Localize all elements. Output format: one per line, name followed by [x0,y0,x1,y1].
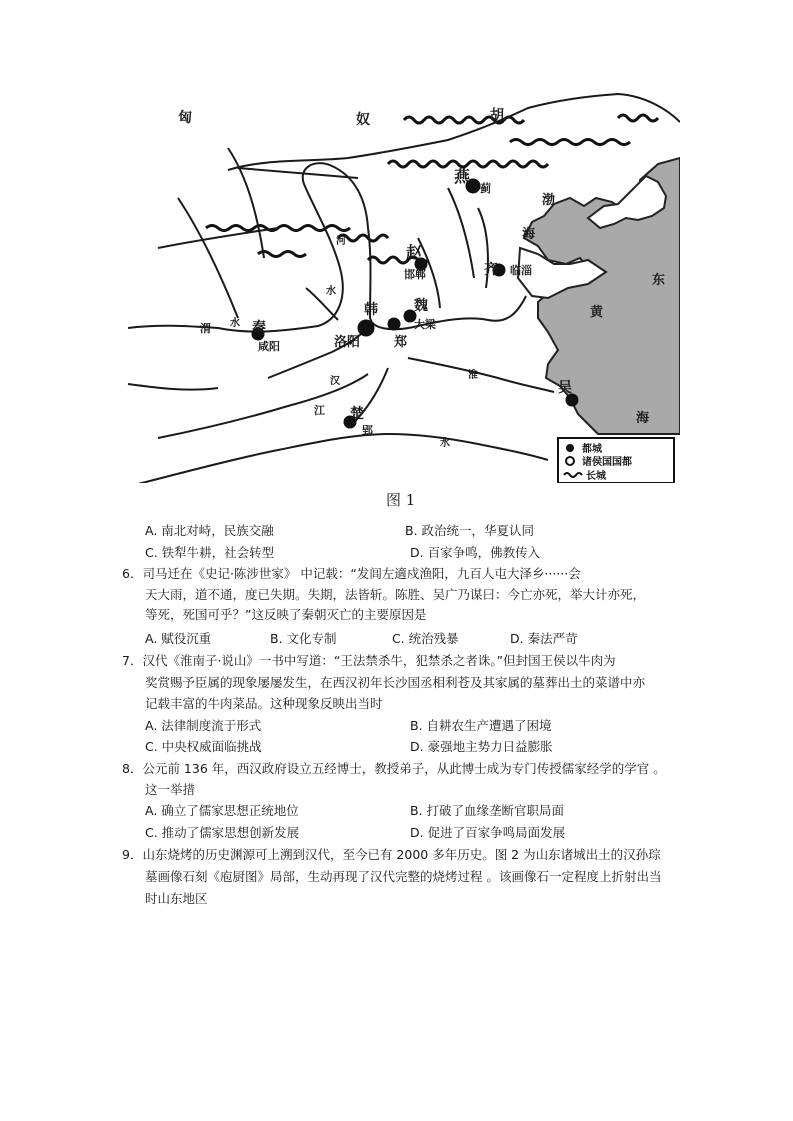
q8-option-c[interactable]: C. 推动了儒家思想创新发展 [145,825,300,840]
historical-map-figure-1 [118,88,680,483]
map-label-chu: 楚 [350,406,364,422]
map-label-bohai: 渤 [542,193,556,208]
map-label-shui: 水 [326,286,336,297]
q5-option-d[interactable]: D. 百家争鸣，佛教传入 [410,545,541,560]
q8-stem-line-2: 这一举措 [145,782,196,797]
q7-stem-line-3: 记载丰富的牛肉菜品。这种现象反映出当时 [145,696,383,711]
q8-option-a[interactable]: A. 确立了儒家思想正统地位 [145,803,299,818]
map-label-luoyang: 洛阳 [334,335,361,350]
q6-option-d[interactable]: D. 秦法严苛 [510,631,578,646]
map-label-jiang: 江 [314,404,325,417]
q6-stem-line-3: 等死，死国可乎？”这反映了秦朝灭亡的主要原因是 [145,607,427,622]
q8-stem-line-1: 8．公元前 136 年，西汉政府设立五经博士，教授弟子，从此博士成为专门传授儒家经学的学官 。 [122,761,666,776]
map-label-hai: 海 [522,227,536,242]
q7-option-b[interactable]: B. 自耕农生产遭遇了困境 [410,718,552,733]
map-label-daliang: 大梁 [414,318,436,331]
map-label-huai: 淮 [468,370,478,381]
map-label-ji: 蓟 [480,182,491,195]
q5-option-a[interactable]: A. 南北对峙，民族交融 [145,523,274,538]
q5-option-b[interactable]: B. 政治统一，华夏认同 [405,523,535,538]
rivers [128,148,554,483]
q6-stem-line-1: 6．司马迁在《史记·陈涉世家》 中记载：“发闾左適戍渔阳，九百人屯大泽乡······会 [122,566,581,581]
q9-stem-line-2: 墓画像石刻《庖厨图》局部，生动再现了汉代完整的烧烤过程 。该画像石一定程度上折射出当 [145,869,662,884]
q7-option-a[interactable]: A. 法律制度流于形式 [145,718,262,733]
q6-stem-line-2: 天大雨，道不通，度已失期。失期，法皆斩。陈胜、吴广乃谋曰：今亡亦死，举大计亦死， [145,587,646,602]
map-label-hai2: 海 [636,411,650,426]
figure-caption: 图 1 [386,491,416,509]
map-label-shui3: 水 [440,438,450,449]
q6-option-b[interactable]: B. 文化专制 [270,631,337,646]
map-label-yan: 燕 [454,167,471,186]
map-label-wei-state: 魏 [414,298,428,314]
map-label-han-river: 汉 [330,376,340,387]
legend-state-capital: 诸侯国国都 [582,457,632,468]
q6-option-c[interactable]: C. 统治残暴 [392,631,459,646]
q7-stem-line-2: 奖赏赐予臣属的现象屡屡发生，在西汉初年长沙国丞相利苍及其家属的墓葬出土的菜谱中亦 [145,675,646,690]
map-label-hu: 胡 [490,108,504,124]
map-legend [558,438,674,483]
legend-capital: 都城 [582,444,602,455]
q7-option-d[interactable]: D. 豪强地主势力日益膨胀 [410,739,553,754]
map-label-ying: 郢 [362,424,373,437]
map-label-linzi: 临淄 [510,264,532,277]
map-label-wei-river: 渭 [200,322,211,335]
map-label-qi: 齐 [484,262,498,278]
map-label-wu: 吴 [558,380,572,396]
q7-option-c[interactable]: C. 中央权威面临挑战 [145,739,262,754]
map-label-zhao: 赵 [406,243,423,262]
q8-option-b[interactable]: B. 打破了血缘垄断官职局面 [410,803,565,818]
q9-stem-line-1: 9．山东烧烤的历史渊源可上溯到汉代，至今已有 2000 多年历史。图 2 为山东诸城出土的汉孙琮 [122,847,661,862]
q5-option-c[interactable]: C. 铁犁牛耕，社会转型 [145,545,275,560]
q7-stem-line-1: 7．汉代《淮南子·说山》一书中写道：“王法禁杀牛，犯禁杀之者诛。”但封国王侯以牛肉为 [122,653,616,668]
map-label-dong: 东 [652,273,666,288]
map-label-han-state: 韩 [364,302,378,318]
q9-stem-line-3: 时山东地区 [145,891,208,906]
map-label-xianyang: 咸阳 [258,340,280,353]
map-label-xiongnu-2: 奴 [356,112,370,128]
q8-option-d[interactable]: D. 促进了百家争鸣局面发展 [410,825,566,840]
map-label-shui2: 水 [230,318,240,329]
map-label-he-river: 河 [336,236,346,247]
map-label-huang: 黄 [590,305,604,320]
map-label-xiongnu-1: 匈 [178,110,192,126]
legend-great-wall: 长城 [586,471,606,482]
map-label-handan: 邯郸 [404,268,426,281]
map-label-zheng: 郑 [394,335,408,350]
map-label-qin: 秦 [252,320,266,336]
q6-option-a[interactable]: A. 赋役沉重 [145,631,212,646]
